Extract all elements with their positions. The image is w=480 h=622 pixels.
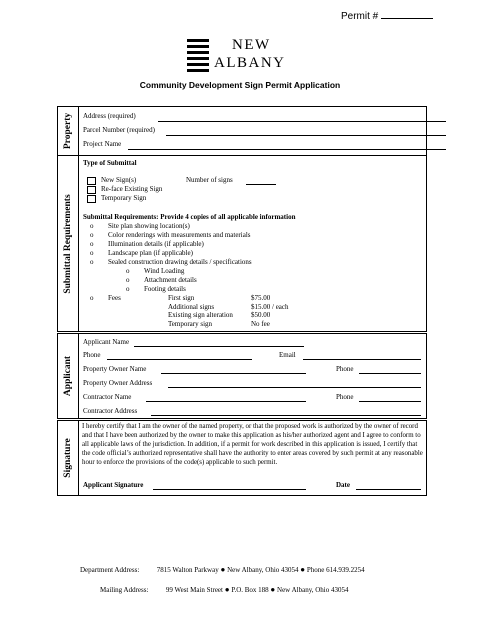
date-label: Date <box>336 481 350 489</box>
fee-label: First sign <box>168 294 195 302</box>
requirement-text: Attachment details <box>144 276 197 284</box>
fee-label: Additional signs <box>168 302 215 311</box>
certification-statement: I hereby certify that I am the owner of the named property, or that the proposed work is authorized by the owner of record and that I have been authorized by the owner to make this application as his/her authorized agent and I agree to conform to all applicable laws of the jurisdiction. In addition, if a permit for work described in this application is issued, I certify that the code official’s authorized representative shall have the authority to enter areas covered by such permit at any reasonable hour to enforce the provisions of the code(s) applicable to such permit. <box>82 423 423 466</box>
fee-amount: $50.00 <box>251 311 271 320</box>
applicant-name-field[interactable] <box>134 346 304 347</box>
applicant-phone-field[interactable] <box>107 359 252 360</box>
fee-amount: No fee <box>251 319 270 328</box>
fee-amount: $75.00 <box>251 294 271 302</box>
requirement-subitem <box>126 267 184 275</box>
applicant-signature-field[interactable] <box>153 489 306 490</box>
applicant-email-field[interactable] <box>303 359 421 360</box>
submittal-section <box>57 155 427 332</box>
applicant-phone-label: Phone <box>83 351 101 359</box>
bullet-icon: o <box>90 294 94 302</box>
logo-bar <box>187 51 209 54</box>
contractor-address-label: Contractor Address <box>83 407 138 415</box>
owner-phone-field[interactable] <box>359 373 421 374</box>
bullet-icon: o <box>126 276 130 284</box>
requirement-text: Footing details <box>144 285 186 293</box>
property-heading-cell <box>58 107 79 155</box>
contractor-name-label: Contractor Name <box>83 393 132 401</box>
number-of-signs-label: Number of signs <box>186 176 233 184</box>
fee-label: Existing sign alteration <box>168 311 233 320</box>
requirement-text: Illumination details (if applicable) <box>108 240 204 248</box>
requirement-item <box>90 222 190 230</box>
mailing-city: New Albany, Ohio 43054 <box>277 586 349 594</box>
submittal-heading-cell <box>58 156 79 331</box>
property-heading: Property <box>63 112 73 150</box>
fee-labels <box>168 294 233 328</box>
temporary-sign-checkbox[interactable] <box>87 195 96 203</box>
requirement-item <box>90 249 193 257</box>
mailing-po-box: P.O. Box 188 <box>231 586 269 594</box>
parcel-number-field[interactable] <box>166 135 446 136</box>
number-of-signs-field[interactable] <box>246 184 276 185</box>
contractor-address-field[interactable] <box>151 415 421 416</box>
owner-name-label: Property Owner Name <box>83 365 147 373</box>
new-signs-checkbox[interactable] <box>87 177 96 185</box>
mailing-address-label: Mailing Address: <box>100 586 149 594</box>
signature-heading: Signature <box>63 438 73 478</box>
department-address-label: Department Address: <box>80 566 140 574</box>
department-phone: Phone 614.939.2254 <box>306 566 365 574</box>
signature-section <box>57 420 427 496</box>
form-title: Community Development Sign Permit Application <box>139 80 341 90</box>
requirement-subitem <box>126 285 186 293</box>
requirement-item <box>90 231 251 239</box>
logo-bar <box>187 63 209 66</box>
reface-sign-checkbox[interactable] <box>87 186 96 194</box>
bullet-icon: o <box>90 240 94 248</box>
project-name-label: Project Name <box>83 140 122 148</box>
fees-label: Fees <box>108 294 121 302</box>
logo-bar <box>187 57 209 60</box>
separator-icon: ● <box>220 565 226 574</box>
owner-phone-label: Phone <box>336 365 354 373</box>
requirement-text: Wind Loading <box>144 267 185 275</box>
owner-name-field[interactable] <box>161 373 306 374</box>
property-section <box>57 106 427 156</box>
bullet-icon: o <box>126 267 130 275</box>
requirement-text: Color renderings with measurements and materials <box>108 231 251 239</box>
permit-number-label: Permit # <box>341 11 379 22</box>
owner-address-field[interactable] <box>168 387 421 388</box>
parcel-number-label: Parcel Number (required) <box>83 126 155 134</box>
separator-icon: ● <box>300 565 306 574</box>
applicant-heading: Applicant <box>63 355 73 397</box>
separator-icon: ● <box>224 585 230 594</box>
bullet-icon: o <box>90 249 94 257</box>
submittal-requirements-heading: Submittal Requirements: Provide 4 copies of all applicable information <box>83 213 296 221</box>
signature-heading-cell <box>58 421 79 495</box>
logo-word-new: NEW <box>232 37 271 53</box>
fees-item <box>90 294 121 302</box>
applicant-section <box>57 333 427 419</box>
permit-number-field[interactable] <box>341 10 433 22</box>
bullet-icon: o <box>90 258 94 266</box>
fee-label: Temporary sign <box>168 319 213 328</box>
reface-sign-label: Re-face Existing Sign <box>101 185 163 193</box>
temporary-sign-label: Temporary Sign <box>101 194 147 202</box>
fee-amounts <box>251 294 289 328</box>
contractor-phone-label: Phone <box>336 393 354 401</box>
requirement-text: Sealed construction drawing details / specifications <box>108 258 252 266</box>
bullet-icon: o <box>90 231 94 239</box>
contractor-phone-field[interactable] <box>359 401 421 402</box>
bullet-icon: o <box>90 222 94 230</box>
type-of-submittal-heading: Type of Submittal <box>83 159 137 167</box>
department-street: 7815 Walton Parkway <box>156 566 219 574</box>
contractor-name-field[interactable] <box>146 401 306 402</box>
applicant-name-label: Applicant Name <box>83 338 130 346</box>
requirement-text: Site plan showing location(s) <box>108 222 190 230</box>
logo-bar <box>187 69 209 72</box>
requirement-text: Landscape plan (if applicable) <box>108 249 193 257</box>
mailing-address-line <box>100 585 349 594</box>
new-signs-label: New Sign(s) <box>101 176 137 184</box>
separator-icon: ● <box>270 585 276 594</box>
requirement-item <box>90 240 204 248</box>
logo-bar <box>187 39 209 42</box>
applicant-email-label: Email <box>279 351 296 359</box>
bullet-icon: o <box>126 285 130 293</box>
new-albany-logo <box>187 38 293 74</box>
fee-amount: $15.00 / each <box>251 302 289 311</box>
applicant-heading-cell <box>58 334 79 418</box>
date-field[interactable] <box>356 489 421 490</box>
department-address-line <box>80 565 365 574</box>
department-city: New Albany, Ohio 43054 <box>227 566 299 574</box>
requirement-item <box>90 258 252 266</box>
project-name-field[interactable] <box>128 149 446 150</box>
logo-word-albany: ALBANY <box>214 55 286 71</box>
requirement-subitem <box>126 276 197 284</box>
address-label: Address (required) <box>83 112 136 120</box>
applicant-signature-label: Applicant Signature <box>83 481 144 489</box>
submittal-heading: Submittal Requirements <box>63 193 73 294</box>
logo-bar <box>187 45 209 48</box>
address-field[interactable] <box>158 121 446 122</box>
owner-address-label: Property Owner Address <box>83 379 153 387</box>
mailing-street: 99 West Main Street <box>165 586 223 594</box>
permit-number-line[interactable] <box>381 10 433 19</box>
